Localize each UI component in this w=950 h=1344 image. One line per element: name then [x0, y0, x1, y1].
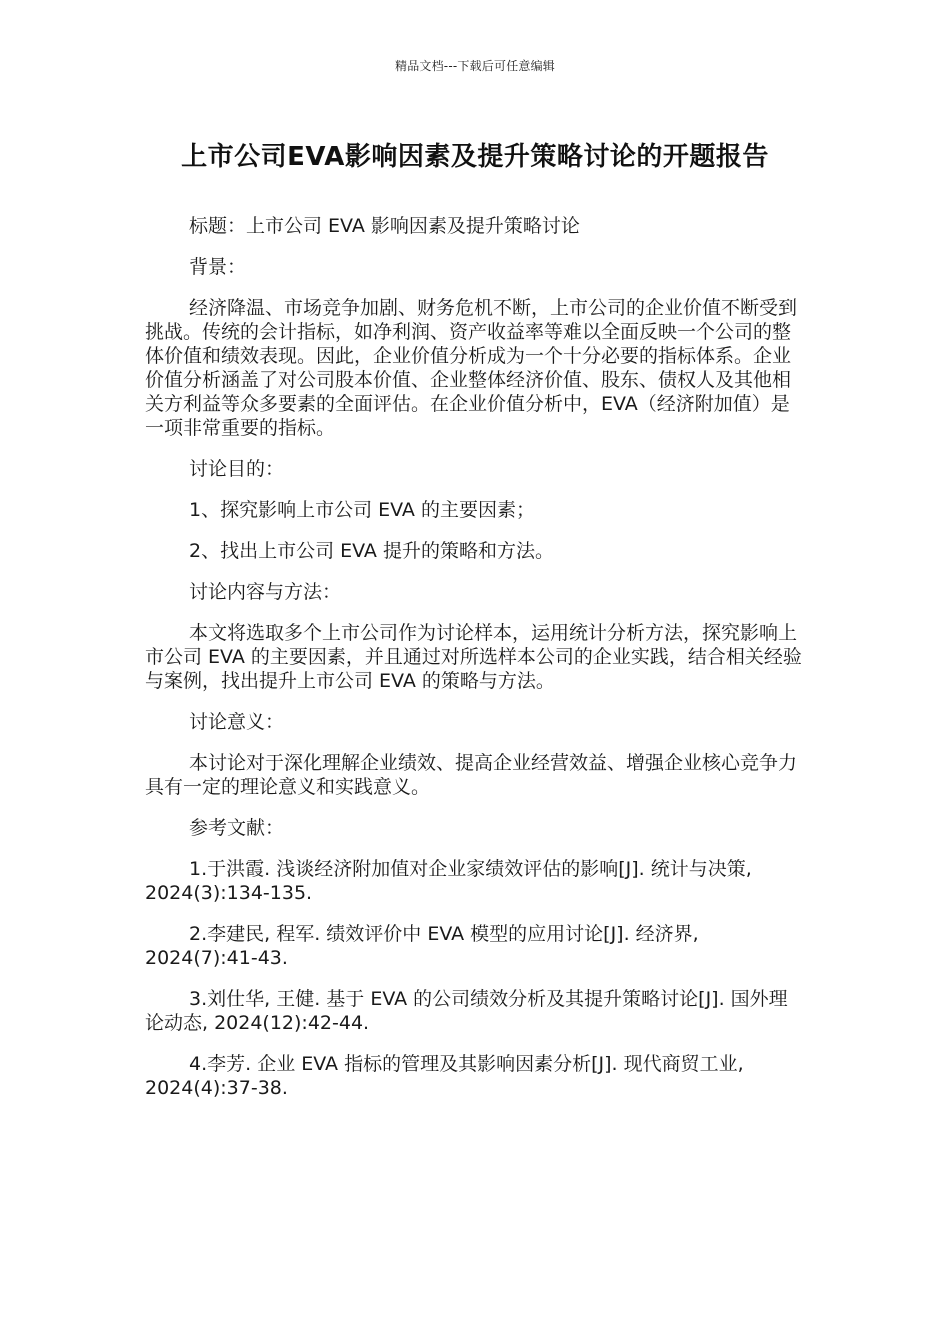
background-heading: 背景：: [189, 256, 247, 278]
significance-paragraph: 本讨论对于深化理解企业绩效、提高企业经营效益、增强企业核心竞争力具有一定的理论意义和实践意义。: [145, 752, 798, 798]
references-heading: 参考文献：: [189, 817, 285, 839]
header-note: 精品文档---下载后可任意编辑: [395, 59, 555, 73]
significance-heading: 讨论意义：: [189, 711, 285, 733]
document-body: [145, 214, 805, 1117]
reference-list: [145, 857, 805, 1100]
purpose-item-2: 2、找出上市公司 EVA 提升的策略和方法。: [189, 540, 554, 562]
document-title: 上市公司EVA影响因素及提升策略讨论的开题报告: [181, 142, 769, 172]
background-paragraph: 经济降温、市场竞争加剧、财务危机不断，上市公司的企业价值不断受到挑战。传统的会计指标，如净利润、资产收益率等难以全面反映一个公司的整体价值和绩效表现。因此，企业价值分析成为一个十分必要的指标体系。企业价值分析涵盖了对公司股本价值、企业整体经济价值、股东、债权人及其他相关方利益等众多要素的全面评估。在企业价值分析中，EVA（经济附加值）是一项非常重要的指标。: [145, 297, 798, 439]
reference-item: 2.李建民, 程军. 绩效评价中 EVA 模型的应用讨论[J]. 经济界, 2024(7):41-43.: [145, 923, 699, 969]
content-paragraph: 本文将选取多个上市公司作为讨论样本，运用统计分析方法，探究影响上市公司 EVA 的主要因素，并且通过对所选样本公司的企业实践，结合相关经验与案例，找出提升上市公司 EVA 的策略与方法。: [145, 622, 802, 692]
title-line: 标题：上市公司 EVA 影响因素及提升策略讨论: [189, 215, 580, 237]
reference-item: 4.李芳. 企业 EVA 指标的管理及其影响因素分析[J]. 现代商贸工业, 2024(4):37-38.: [145, 1053, 744, 1099]
content-heading: 讨论内容与方法：: [189, 581, 342, 603]
purpose-item-1: 1、探究影响上市公司 EVA 的主要因素；: [189, 499, 535, 521]
reference-item: 3.刘仕华, 王健. 基于 EVA 的公司绩效分析及其提升策略讨论[J]. 国外理论动态, 2024(12):42-44.: [145, 988, 788, 1034]
purpose-heading: 讨论目的：: [189, 458, 285, 480]
reference-item: 1.于洪霞. 浅谈经济附加值对企业家绩效评估的影响[J]. 统计与决策, 2024(3):134-135.: [145, 858, 752, 904]
